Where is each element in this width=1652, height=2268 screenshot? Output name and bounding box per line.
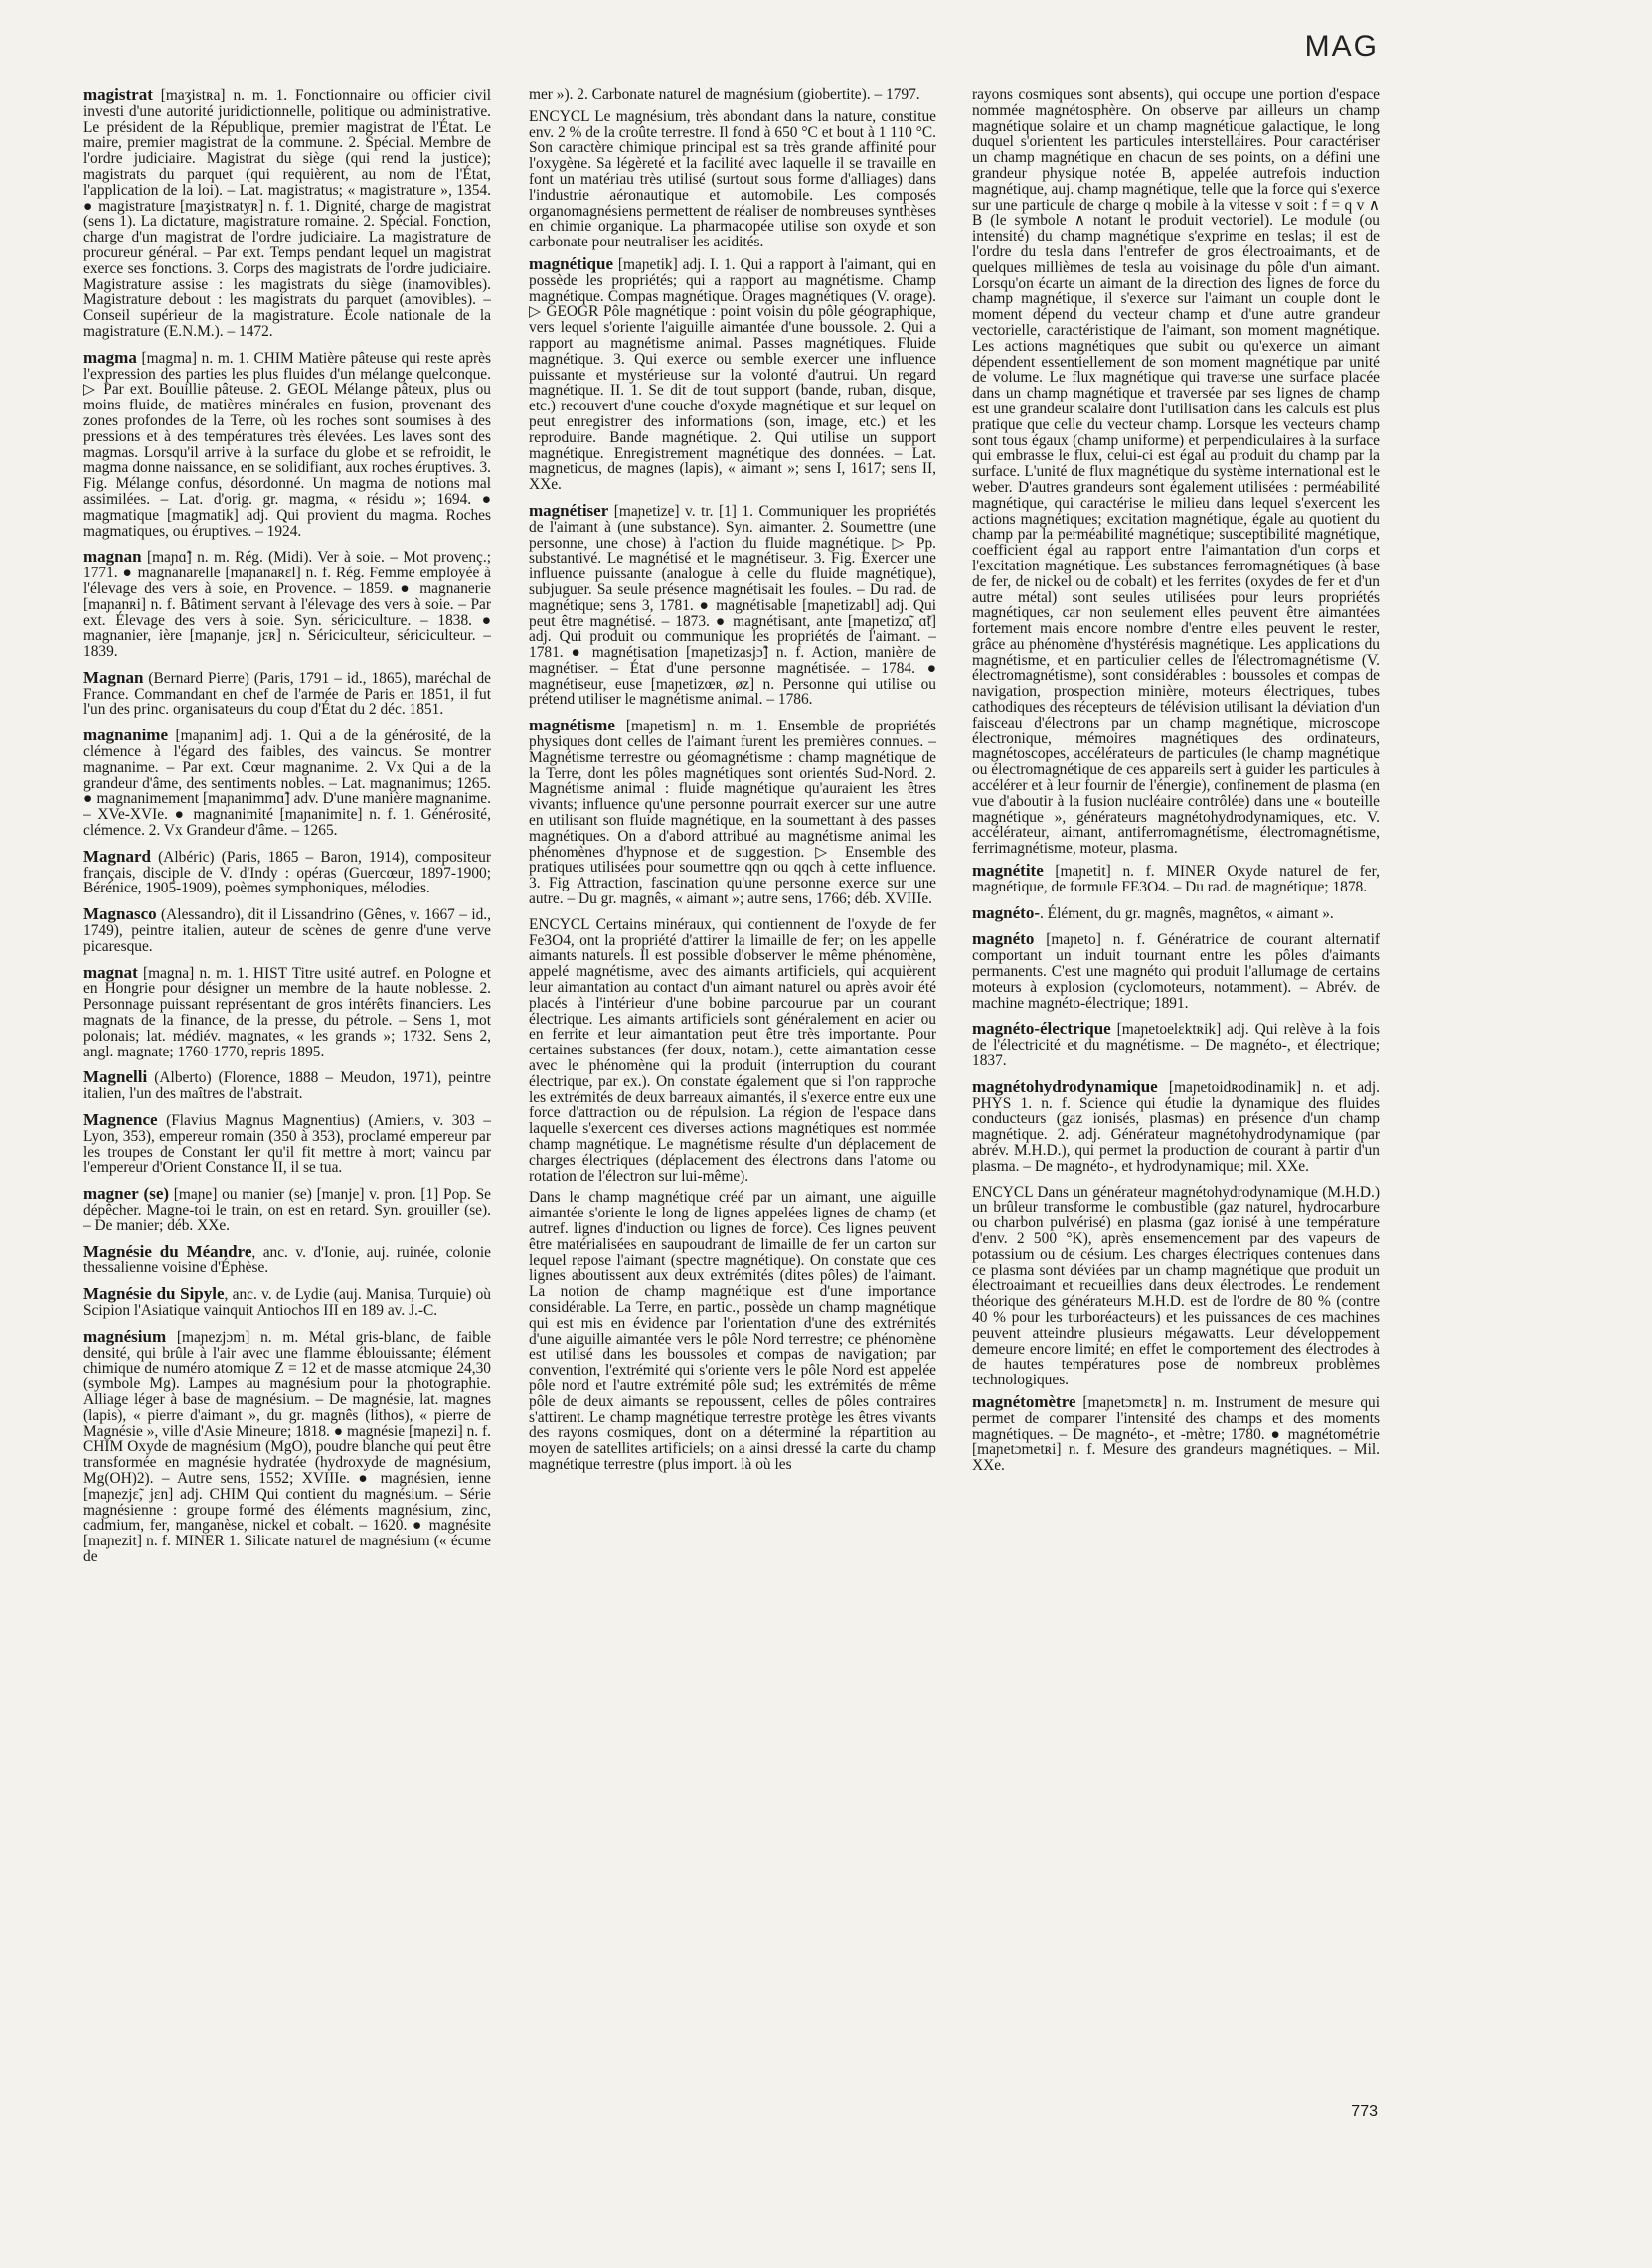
dictionary-entry — [529, 917, 936, 1185]
entry-definition: [maɲɑ̃] n. m. Rég. (Midi). Ver à soie. – Mot provenç.; 1771. ● magnanarelle [maɲanaʀɛl] n. f. Rég. Femme employée à l'élevage des vers à soie, en Provence. – 1859. ● magnanerie [maɲanʀi] n. f. Bâtiment servant à l'élevage des vers à soie. – Par ext. Élevage des vers à soie. Syn. sériciculture. – 1838. ● magnanier, ière [maɲanje, jɛʀ] n. Sériciculteur, sériciculteur. – 1839. — [83, 549, 491, 661]
entry-definition: , anc. v. d'Ionie, auj. ruinée, colonie thessalienne voisine d'Éphèse. — [83, 1243, 491, 1277]
entry-headword: magnétique — [529, 253, 613, 273]
dictionary-entry — [83, 1326, 491, 1565]
dictionary-entry — [972, 902, 1380, 922]
entry-headword: magnétohydrodynamique — [972, 1076, 1158, 1096]
entry-headword: magma — [83, 347, 137, 367]
entry-headword: magnanime — [83, 726, 168, 745]
entry-headword: magnésium — [83, 1326, 167, 1346]
entry-headword: magnat — [83, 962, 138, 982]
entry-definition: [maɲezjɔm] n. m. Métal gris-blanc, de faible densité, qui brûle à l'air avec une flamme éblouissante; élément chimique de numéro atomique Z = 12 et de masse atomique 24,30 (symbole Mg). Lampes au magnésium pour la photographie. Alliage léger à base de magnésium. – De magnésie, lat. magnes (lapis), « pierre d'aimant », du gr. magnês (lithos), « pierre de Magnésie », ville d'Asie Mineure; 1818. ● magnésie [maɲezi] n. f. CHIM Oxyde de magnésium (MgO), poudre blanche qui peut être transformée en magnésie hydratée (hydroxyde de magnésium, Mg(OH)2). – Autre sens, 1552; XVIIIe. ● magnésien, ienne [maɲezjɛ̃, jɛn] adj. CHIM Qui contient du magnésium. – Série magnésienne : groupe formé des éléments magnésium, zinc, cadmium, fer, manganèse, nickel et cobalt. – 1620. ● magnésite [maɲezit] n. f. MINER 1. Silicate naturel de magnésium (« écume de — [83, 1328, 491, 1565]
entry-headword: magnan — [83, 547, 142, 567]
entry-definition: [maɲetik] adj. I. 1. Qui a rapport à l'aimant, qui en possède les propriétés; qui a rapport au magnétisme. Champ magnétique. Compas magnétique. Orages magnétiques (V. orage). ▷ GEOGR Pôle magnétique : point voisin du pôle géographique, vers lequel s'oriente l'aiguille aimantée d'une boussole. 2. Qui a rapport au magnétisme animal. Passes magnétiques. Fluide magnétique. 3. Qui exerce ou semble exercer une influence puissante et mystérieuse sur la volonté d'autrui. Un regard magnétique. II. 1. Se dit de tout support (bande, ruban, disque, etc.) recouvert d'une couche d'oxyde magnétique et sur lequel on peut enregistrer des informations (son, image, etc.) et les reproduire. Bande magnétique. 2. Qui utilise un support magnétique. Enregistrement magnétique des données. – Lat. magneticus, de magnes (lapis), « aimant »; sens I, 1617; sens II, XXe. — [529, 255, 936, 494]
dictionary-entry — [529, 500, 936, 709]
entry-definition: (Alessandro), dit il Lissandrino (Gênes, v. 1667 – id., 1749), peintre italien, auteur de scènes de genre d'une verve picaresque. — [83, 906, 491, 955]
column-3 — [972, 87, 1380, 2105]
entry-headword: Magnard — [83, 846, 151, 866]
dictionary-entry — [972, 931, 1380, 1011]
entry-definition: (Alberto) (Florence, 1888 – Meudon, 1971), peintre italien, l'un des maîtres de l'abstrait. — [83, 1069, 491, 1103]
dictionary-entry — [529, 253, 936, 494]
entry-definition: [maɲetit] n. f. MINER Oxyde naturel de fer, magnétique, de formule FE3O4. – Du rad. de magnétique; 1878. — [972, 863, 1380, 895]
entry-headword: Magnelli — [83, 1067, 148, 1087]
dictionary-entry — [83, 728, 491, 839]
entry-definition: (Bernard Pierre) (Paris, 1791 – id., 1865), maréchal de France. Commandant en chef de l'armée de Paris en 1851, il fut l'un des princ. organisateurs du coup d'État du 2 déc. 1851. — [83, 669, 491, 719]
page-number: 773 — [1351, 2103, 1378, 2120]
entry-definition: [maɲeto] n. f. Génératrice de courant alternatif comportant un induit tournant entre les pôles d'aimants permanents. C'est une magnéto qui produit l'allumage de certains moteurs à explosion (cyclomoteurs, notamment). – Abrév. de machine magnéto-électrique; 1891. — [972, 931, 1380, 1012]
entry-definition: ENCYCL Le magnésium, très abondant dans la nature, constitue env. 2 % de la croûte terrestre. Il fond à 650 °C et bout à 1 110 °C. Son caractère chimique principal est sa très grande affinité pour l'oxygène. Sa légèreté et la facilité avec laquelle il se travaille en font un matériau très utilisé (surtout sous forme d'alliages) dans l'industrie aéronautique et automobile. Les composés organomagnésiens permettent de réaliser de nombreuses synthèses en chimie organique. La pharmacopée utilise son oxyde et son carbonate pour neutraliser les acidités. — [529, 107, 936, 251]
entry-definition: [maɲanim] adj. 1. Qui a de la générosité, de la clémence à l'égard des faibles, des vaincus. Se montrer magnanime. – Par ext. Cœur magnanime. 2. Vx Qui a de la grandeur d'âme, des sentiments nobles. – Lat. magnanimus; 1265. ● magnanimement [maɲanimmɑ̃] adv. D'une manière magnanime. – XVe-XVIe. ● magnanimité [maɲanimite] n. f. 1. Générosité, clémence. 2. Vx Grandeur d'âme. – 1265. — [83, 728, 491, 840]
entry-headword: Magnan — [83, 667, 144, 687]
entry-headword: Magnésie du Méandre — [83, 1241, 252, 1261]
dictionary-entry — [529, 1190, 936, 1472]
dictionary-entry — [83, 1069, 491, 1102]
dictionary-entry — [972, 1076, 1380, 1175]
entry-headword: magnétomètre — [972, 1391, 1076, 1411]
column-1 — [83, 87, 491, 2105]
dictionary-entry — [972, 87, 1380, 857]
entry-definition: [maɲetoidʀodinamik] n. et adj. PHYS 1. n. f. Science qui étudie la dynamique des fluides conducteurs (gaz ionisés, plasmas) en présence d'un champ magnétique. 2. adj. Générateur magnétohydrodynamique (par abrév. M.H.D.), qui permet la production de courant à partir d'un plasma. – De magnéto-, et hydrodynamique; mil. XXe. — [972, 1078, 1380, 1175]
dictionary-entry — [972, 1185, 1380, 1388]
entry-headword: magnétisme — [529, 716, 615, 735]
entry-headword: magnétiser — [529, 500, 609, 520]
dictionary-entry — [972, 1391, 1380, 1475]
dictionary-entry — [83, 1286, 491, 1319]
dictionary-entry — [83, 1241, 491, 1277]
entry-headword: Magnésie du Sipyle — [83, 1284, 225, 1304]
entry-definition: , anc. v. de Lydie (auj. Manisa, Turquie) où Scipion l'Asiatique vainquit Antiochos III en 189 av. J.-C. — [83, 1286, 491, 1319]
entry-headword: Magnasco — [83, 904, 157, 924]
dictionary-entry — [529, 109, 936, 250]
entry-definition: [maʒistʀa] n. m. 1. Fonctionnaire ou officier civil investi d'une autorité juridictionnelle, politique ou administrative. Le président de la République, premier magistrat de l'État. Le maire, premier magistrat de la commune. 2. Spécial. Membre de l'ordre judiciaire. Magistrat du siège (qui rend la justice); magistrats du parquet (qui requièrent, au nom de l'État, l'application de la loi). – Lat. magistratus; « magistrature », 1354. ● magistrature [maʒistʀatyʀ] n. f. 1. Dignité, charge de magistrat (sens 1). La dictature, magistrature romaine. 2. Spécial. Fonction, charge d'un magistrat de l'ordre judiciaire. La magistrature de procureur général. – Par ext. Temps pendant lequel un magistrat exerce ses fonctions. 3. Corps des magistrats de l'ordre judiciaire. Magistrature assise : les magistrats du siège (inamovibles). Magistrature debout : les magistrats du parquet (amovibles). – Conseil supérieur de la magistrature. École nationale de la magistrature (E.N.M.). – 1472. — [83, 87, 491, 340]
entry-definition: rayons cosmiques sont absents), qui occupe une portion d'espace nommée magnétosphère. On observe par ailleurs un champ magnétique solaire et un champ magnétique galactique, le long duquel s'orientent les particules interstellaires. Pour caractériser un champ magnétique en chacun de ses points, on a défini une grandeur physique notée B, appelée autrefois induction magnétique, auj. champ magnétique, telle que la force qui s'exerce sur une particule de charge q mobile à la vitesse v soit : f = q v ∧ B (le symbole ∧ notant le produit vectoriel). Le module (ou intensité) du champ magnétique s'exprime en teslas; il est de l'ordre du tesla dans l'entrefer de gros électroaimants, et de quelques millièmes de tesla au voisinage du pôle d'un aimant. Lorsqu'on écarte un aimant de la direction des lignes de force du champ magnétique, il s'exerce sur l'aimant un couple dont le moment dépend du vecteur champ et d'une autre grandeur vectorielle, caractéristique de l'aimant, son moment magnétique. Les actions magnétiques que subit ou qu'exerce un aimant dépendent essentiellement de son moment magnétique par unité de volume. Le flux magnétique qui traverse une surface placée dans un champ magnétique et traversée par ses lignes de champ est une grandeur scalaire dont l'utilisation dans les calculs est plus pratique que celle du vecteur champ. Lorsque les vecteurs champ sont tous égaux (champ uniforme) et perpendiculaires à la surface qui embrasse le flux, celui-ci est égal au produit du champ par la surface. L'unité de flux magnétique du système international est le weber. D'autres grandeurs sont également utilisées : perméabilité magnétique, qui caractérise le milieu dans lequel s'exercent les actions magnétiques; excitation magnétique, égale au quotient du champ par la perméabilité magnétique; susceptibilité magnétique, coefficient égal au rapport entre l'aimantation d'un corps et l'excitation magnétique. Les substances ferromagnétiques (à base de fer, de nickel ou de cobalt) et les ferrites (oxydes de fer et d'un autre métal) sont seules utilisées pour leurs propriétés magnétiques, car non seulement elles peuvent être aimantées fortement mais encore nombre d'entre elles peuvent le rester, grâce au phénomène d'hystérésis magnétique. Les applications du magnétisme, et en particulier celles de l'électromagnétisme (V. électromagnétisme), sont considérables : boussoles et compas de navigation, prospection minière, moteurs électriques, tubes cathodiques des récepteurs de télévision utilisant la déviation d'un faisceau d'électrons par un champ magnétique, microscope électronique, mémoires magnétiques des ordinateurs, magnétoscopes, accélérateurs de particules (le champ magnétique ou électromagnétique de ces appareils sert à guider les particules à accélérer et à leur fournir de l'énergie), confinement de plasma (en vue d'aboutir à la fusion nucléaire contrôlée) dans une « bouteille magnétique », générateurs magnétohydrodynamiques, etc. V. accélérateur, aimant, antiferromagnétisme, électromagnétisme, ferrimagnétisme, moteur, plasma. — [972, 87, 1380, 858]
entry-definition: [maɲetism] n. m. 1. Ensemble de propriétés physiques dont celles de l'aimant furent les premières connues. – Magnétisme terrestre ou géomagnétisme : champ magnétique de la Terre, dont les pôles magnétiques sont orientés Sud-Nord. 2. Magnétisme animal : fluide magnétique qu'auraient les êtres vivants; influence qu'une personne pourrait exercer sur une autre en utilisant son fluide magnétique, en la soumettant à des passes magnétiques. On a d'abord attribué au magnétisme animal les phénomènes d'hypnose et de suggestion. ▷ Ensemble des pratiques utilisées pour soumettre qqn ou qqch à cette influence. 3. Fig Attraction, fascination qu'une personne exerce sur une autre. – Du gr. magnês, « aimant »; autre sens, 1766; déb. XVIIIe. — [529, 718, 936, 908]
entry-headword: magistrat — [83, 87, 153, 104]
entry-definition: [maɲetize] v. tr. [1] 1. Communiquer les propriétés de l'aimant à (une substance). Syn. aimanter. 2. Soumettre (une personne, une chose) à l'action du fluide magnétique. ▷ Pp. substantivé. Le magnétisé et le magnétiseur. 3. Fig. Exercer une influence puissante (analogue à celle du fluide magnétique), subjuguer. Sa seule présence magnétisait les foules. – Du rad. de magnétique; sens 3, 1781. ● magnétisable [maɲetizabl] adj. Qui peut être magnétisé. – 1873. ● magnétisant, ante [maɲetizɑ̃, ɑ̃t] adj. Qui produit ou communique les propriétés de l'aimant. – 1781. ● magnétisation [maɲetizasjɔ̃] n. f. Action, manière de magnétiser. – État d'une personne magnétisée. – 1784. ● magnétiseur, euse [maɲetizœʀ, øz] n. Personne qui utilise ou prétend utiliser le magnétisme animal. – 1786. — [529, 502, 936, 709]
entry-headword: magnéto — [972, 929, 1035, 949]
entry-headword: magnéto-électrique — [972, 1019, 1111, 1039]
dictionary-entry — [83, 347, 491, 540]
entry-definition: (Albéric) (Paris, 1865 – Baron, 1914), compositeur français, disciple de V. d'Indy : opéras (Guercœur, 1897-1900; Bérénice, 1905-1909), poèmes symphoniques, mélodies. — [83, 848, 491, 897]
entry-headword: Magnence — [83, 1110, 158, 1130]
entry-definition: ENCYCL Certains minéraux, qui contiennent de l'oxyde de fer Fe3O4, ont la propriété d'attirer la limaille de fer; on les appelle aimants naturels. Il est possible d'observer le même phénomène, appelé magnétisme, avec des aimants artificiels, qui acquièrent leur aimantation au contact d'un aimant naturel ou après avoir été placés à l'intérieur d'une bobine parcourue par un courant électrique. Les aimants artificiels sont généralement en acier ou en ferrite et leur aimantation peut être très importante. Pour certaines substances (fer doux, notam.), cette aimantation cesse avec le phénomène qui la produit (interruption du courant électrique, par ex.). On constate également que si l'on rapproche les extrémités de deux barreaux aimantés, il s'exerce entre eux une force d'attraction ou de répulsion. La région de l'espace dans laquelle s'exercent ces diverses actions magnétiques est nommée champ magnétique. Le magnétisme résulte d'un déplacement de charges électriques (déplacement des électrons dans l'atome ou rotation de l'électron sur lui-même). — [529, 915, 936, 1185]
dictionary-entry — [529, 87, 936, 103]
entry-definition: ENCYCL Dans un générateur magnétohydrodynamique (M.H.D.) un brûleur transforme le combustible (gaz naturel, hydrocarbure ou charbon pulvérisé) en plasma (gaz ionisé à une température d'env. 2 500 °K), après ensemencement par des vapeurs de potassium ou de césium. Les charges électriques contenues dans ce plasma sont déviées par un champ magnétique que produit un électroaimant et recueillies dans deux électrodes. Le rendement théorique des générateurs M.H.D. est de l'ordre de 80 % (contre 40 % pour les turboréacteurs) et les puissances de ces machines peuvent atteindre plusieurs mégawatts. Leur développement demeure encore limité; en effet le comportement des électrodes à de hautes températures pose de nombreux problèmes technologiques. — [972, 1183, 1380, 1389]
dictionary-entry — [83, 549, 491, 660]
entry-definition: [magma] n. m. 1. CHIM Matière pâteuse qui reste après l'expression des parties les plus fluides d'un mélange quelconque. ▷ Par ext. Bouillie pâteuse. 2. GEOL Mélange pâteux, plus ou moins fluide, de matières minérales en fusion, provenant des zones profondes de la Terre, où les roches sont soumises à des pressions et à des températures très élevées. Les laves sont des magmas. Lorsqu'il arrive à la surface du globe et se refroidit, le magma donne naissance, en se solidifiant, aux roches éruptives. 3. Fig. Mélange confus, désordonné. Un magma de notions mal assimilées. – Lat. d'orig. gr. magma, « résidu »; 1694. ● magmatique [magmatik] adj. Qui provient du magma. Roches magmatiques, ou éruptives. – 1924. — [83, 349, 491, 540]
dictionary-entry — [529, 718, 936, 907]
entry-headword: magner (se) — [83, 1184, 170, 1204]
entry-definition: Dans le champ magnétique créé par un aimant, une aiguille aimantée s'oriente le long de lignes appelées lignes de champ (et autref. lignes d'induction ou lignes de force). Ces lignes peuvent être matérialisées en saupoudrant de limaille de fer un carton sur lequel repose l'aimant (spectre magnétique). On constate que ces lignes aboutissent aux deux extrémités (dites pôles) de l'aimant. La notion de champ magnétique est d'une importance considérable. La Terre, en partic., possède un champ magnétique qui est mis en évidence par l'orientation d'une des extrémités d'une aiguille aimantée vers le pôle Nord terrestre; ce phénomène est utilisé dans les boussoles et compas de navigation; par convention, l'extrémité qui s'oriente vers le pôle Nord est appelée pôle nord et l'autre extrémité pôle sud; les extrémités de même pôle de deux aimants se repoussent, celles de pôles contraires s'attirent. Le champ magnétique terrestre protège les êtres vivants des rayons cosmiques, dont on a déterminé la répartition au moyen de satellites artificiels; on a ainsi dressé la carte du champ magnétique terrestre (plus import. là où les — [529, 1189, 936, 1473]
dictionary-entry — [83, 87, 491, 340]
dictionary-entry — [83, 906, 491, 954]
entry-definition: mer »). 2. Carbonate naturel de magnésium (giobertite). – 1797. — [529, 87, 920, 103]
entry-headword: magnéto- — [972, 902, 1040, 922]
entry-definition: . Élément, du gr. magnês, magnêtos, « aimant ». — [1039, 904, 1334, 922]
entry-definition: [maɲetoelɛktʀik] adj. Qui relève à la fois de l'électricité et du magnétisme. – De magnéto-, et électrique; 1837. — [972, 1021, 1380, 1070]
entry-headword: magnétite — [972, 861, 1044, 881]
entry-definition: [maɲe] ou manier (se) [manje] v. pron. [1] Pop. Se dépêcher. Magne-toi le train, on est en retard. Syn. grouiller (se). – De manier; déb. XXe. — [83, 1186, 491, 1234]
dictionary-entry — [83, 667, 491, 719]
entry-definition: [magna] n. m. 1. HIST Titre usité autref. en Pologne et en Hongrie pour désigner un membre de la haute noblesse. 2. Personnage puissant représentant de gros intérêts financiers. Les magnats de la finance, de la presse, du pétrole. – Sens 1, mot polonais; lat. médiév. magnates, « les grands »; 1732. Sens 2, angl. magnate; 1760-1770, repris 1895. — [83, 964, 491, 1060]
dictionary-entry — [83, 962, 491, 1060]
dictionary-entry — [83, 846, 491, 897]
dictionary-entry — [972, 863, 1380, 895]
entry-definition: (Flavius Magnus Magnentius) (Amiens, v. 303 – Lyon, 353), empereur romain (350 à 353), proclamé empereur par les troupes de Constant Ier qu'il fit mettre à mort; vaincu par l'empereur d'Orient Constance II, il se tua. — [83, 1112, 491, 1177]
dictionary-entry — [972, 1021, 1380, 1068]
dictionary-entry — [83, 1112, 491, 1176]
column-2 — [529, 87, 936, 2105]
entry-definition: [maɲetɔmɛtʀ] n. m. Instrument de mesure qui permet de comparer l'intensité des champs et des moments magnétiques. – De magnéto-, et -mètre; 1780. ● magnétométrie [maɲetɔmetʀi] n. f. Mesure des grandeurs magnétiques. – Mil. XXe. — [972, 1393, 1380, 1475]
guide-word: MAG — [1304, 30, 1379, 63]
dictionary-entry — [83, 1186, 491, 1233]
